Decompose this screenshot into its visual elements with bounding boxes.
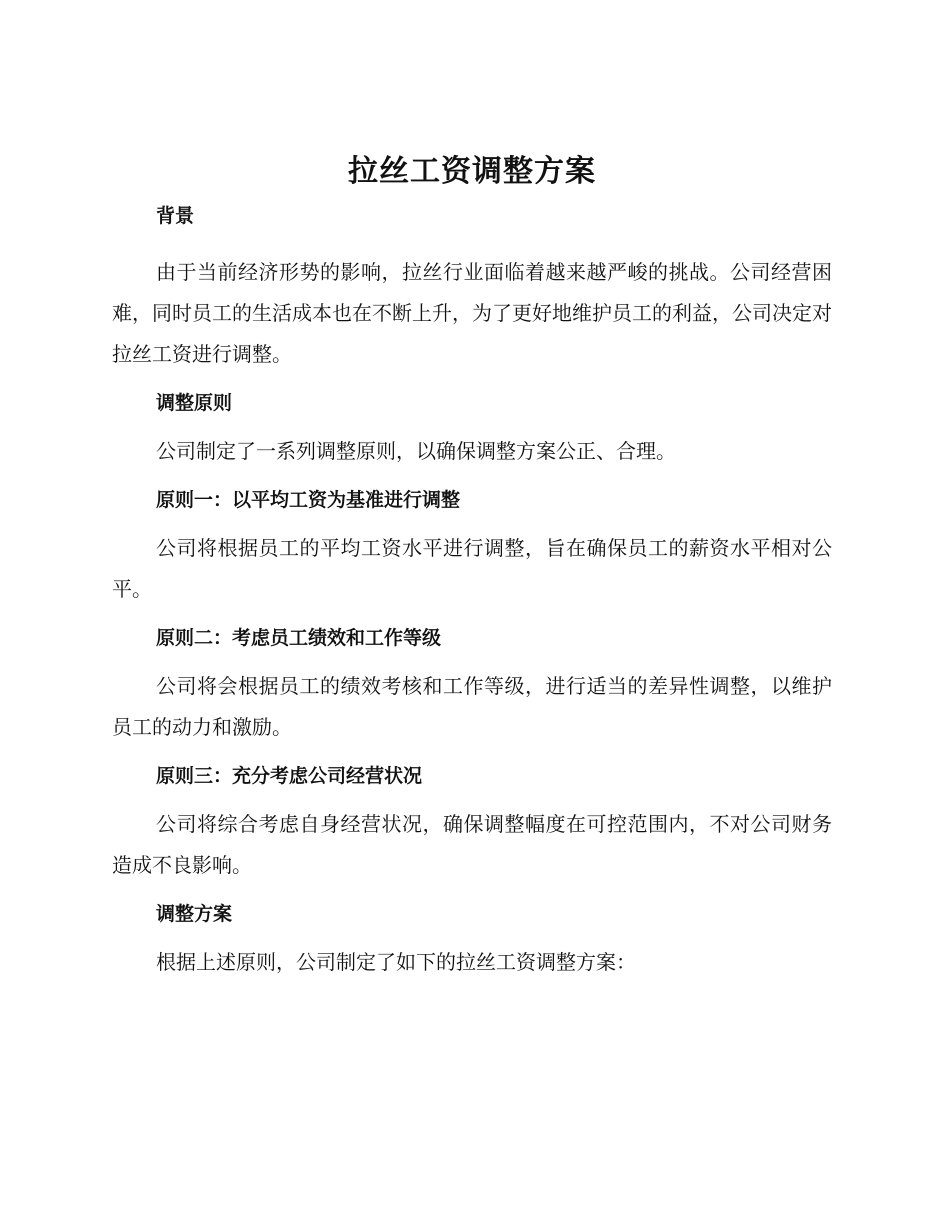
spacer — [112, 652, 832, 666]
spacer — [112, 886, 832, 900]
paragraph-principle-3: 公司将综合考虑自身经营状况，确保调整幅度在可控范围内，不对公司财务造成不良影响。 — [112, 812, 832, 877]
spacer — [112, 417, 832, 431]
paragraph-principle-2: 公司将会根据员工的绩效考核和工作等级，进行适当的差异性调整，以维护员工的动力和激励。 — [112, 674, 832, 739]
section-heading-background: 背景 — [156, 205, 195, 227]
spacer — [112, 928, 832, 942]
paragraph-background: 由于当前经济形势的影响，拉丝行业面临着越来越严峻的挑战。公司经营困难，同时员工的生活成本也在不断上升，为了更好地维护员工的利益，公司决定对拉丝工资进行调整。 — [112, 260, 832, 366]
spacer — [112, 748, 832, 762]
section-heading-plan: 调整方案 — [156, 903, 233, 925]
section-heading-principle-1: 原则一：以平均工资为基准进行调整 — [156, 489, 461, 511]
paragraph-principle-1: 公司将根据员工的平均工资水平进行调整，旨在确保员工的薪资水平相对公平。 — [112, 536, 832, 601]
section-heading-principles: 调整原则 — [156, 392, 233, 414]
document-title: 拉丝工资调整方案 — [348, 154, 596, 189]
section-heading-principle-3: 原则三：充分考虑公司经营状况 — [156, 765, 423, 787]
section-heading-principle-2: 原则二：考虑员工绩效和工作等级 — [156, 627, 442, 649]
spacer — [112, 230, 832, 252]
spacer — [112, 610, 832, 624]
document-page — [112, 150, 832, 983]
spacer — [112, 472, 832, 486]
spacer — [112, 375, 832, 389]
spacer — [112, 514, 832, 528]
paragraph-plan: 根据上述原则，公司制定了如下的拉丝工资调整方案： — [156, 950, 636, 974]
paragraph-principles: 公司制定了一系列调整原则，以确保调整方案公正、合理。 — [156, 439, 676, 463]
spacer — [112, 790, 832, 804]
